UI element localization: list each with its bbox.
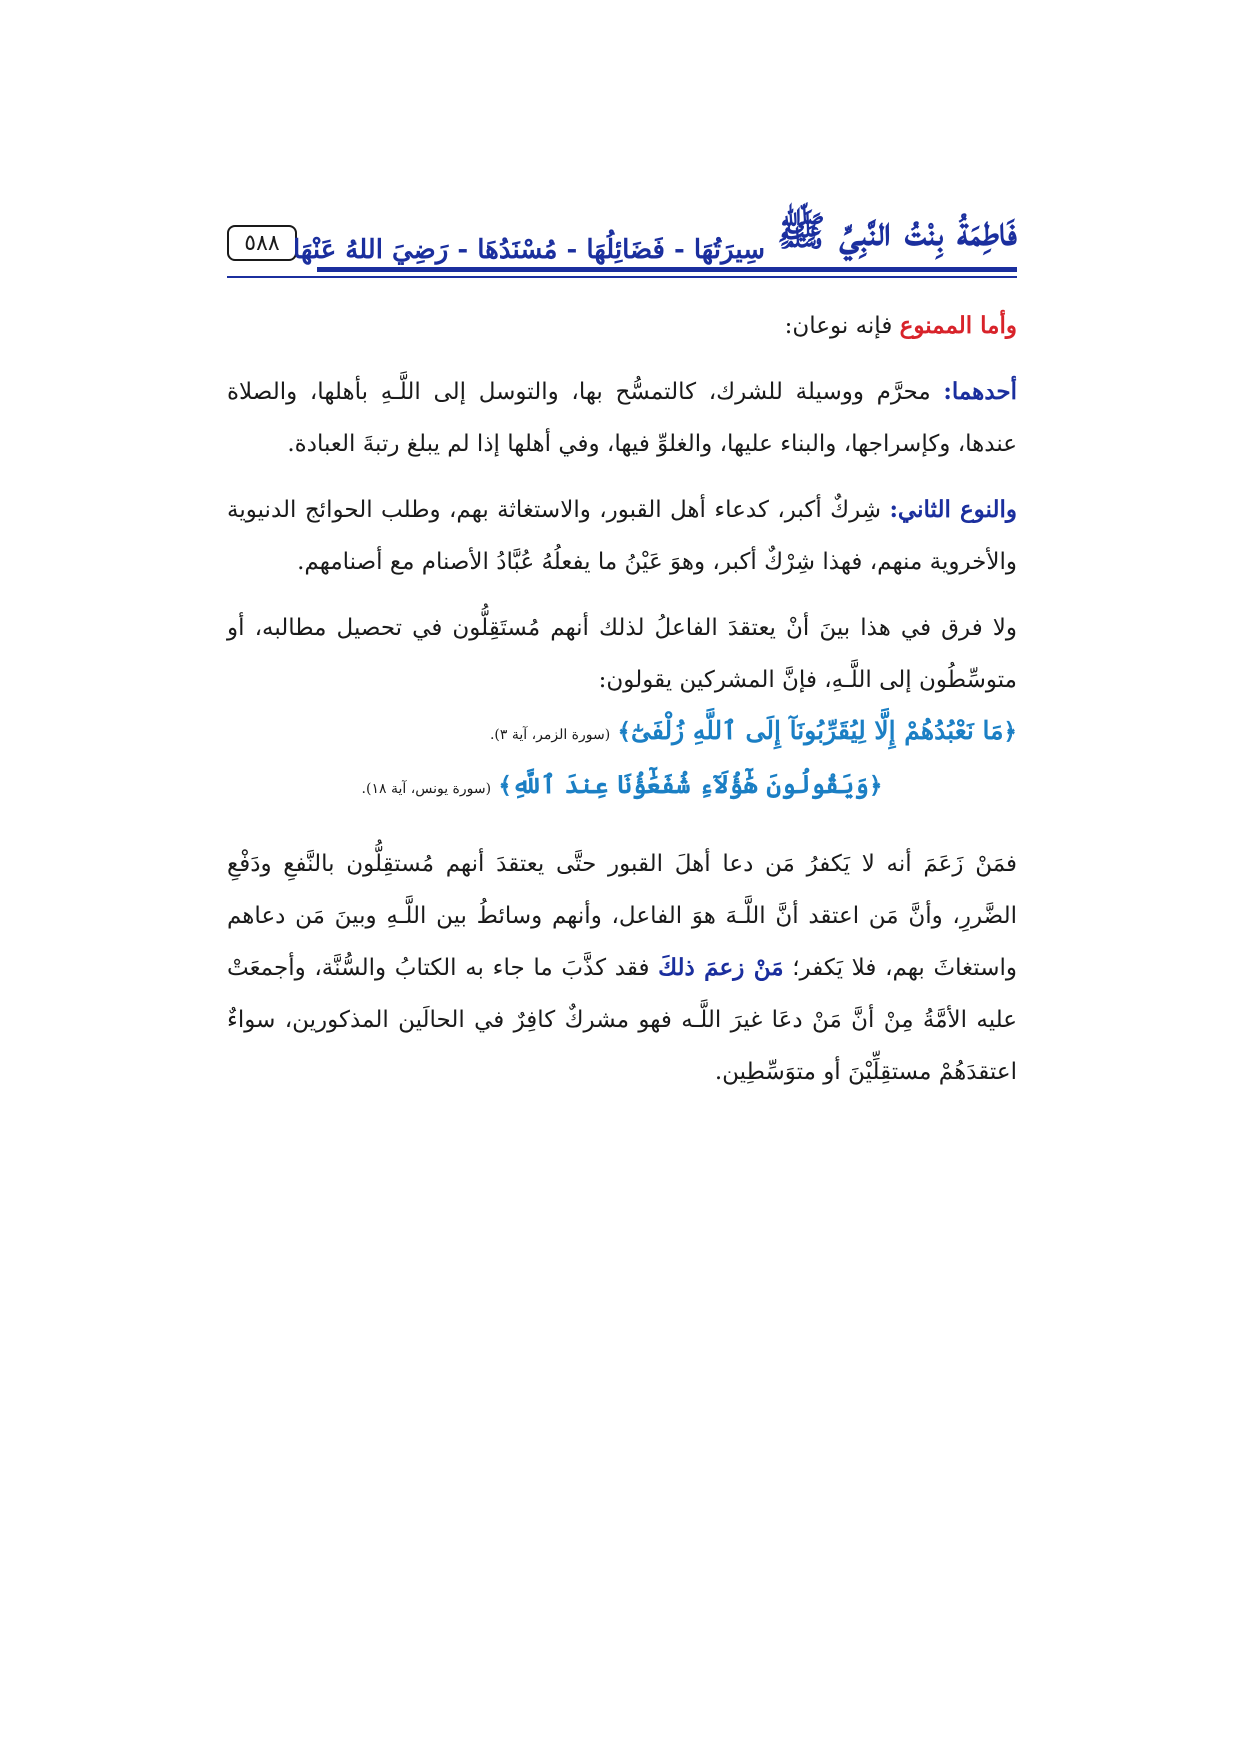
header-title [293, 205, 1017, 265]
verse-reference: (سورة الزمر، آية ٣). [489, 727, 611, 743]
verse-close-bracket: ﴾ [498, 772, 512, 799]
paragraph-conclusion [227, 838, 1017, 1098]
quran-verse-yunus [227, 760, 1017, 814]
paragraph-lead: أحدهما: [943, 378, 1017, 405]
paragraph-text: فقد كذَّبَ ما جاء به الكتابُ والسُّنَّة، وأجمعَتْ عليه الأمَّةُ مِنْ أنَّ مَنْ دعَا غيرَ اللَّـه فهو مشركٌ كافِرٌ في الحالَين المذكورين، سواءٌ اعتقدَهُمْ مستقِلِّيْنَ أو متوَسِّطِين. [227, 955, 1017, 1085]
paragraph-text: شِركٌ أكبر، كدعاء أهل القبور، والاستغاثة بهم، وطلب الحوائج الدنيوية والأخروية منهم، فهذا شِرْكٌ أكبر، وهوَ عَيْنُ ما يفعلُهُ عُبَّادُ الأصنام مع أصنامهم. [227, 497, 1017, 575]
paragraph-no-difference [227, 602, 1017, 706]
page-header [227, 205, 1017, 270]
verse-text: مَا نَعْبُدُهُمْ إِلَّا لِيُقَرِّبُونَآ إِلَى ٱللَّهِ زُلْفَىٰٓ [631, 716, 1004, 745]
paragraph-lead: والنوع الثاني: [889, 496, 1017, 523]
paragraph-text: محرَّم ووسيلة للشرك، كالتمسُّح بها، والتوسل إلى اللَّـهِ بأهلها، والصلاة عندها، وكإسراجها، والبناء عليها، والغلوِّ فيها، وفي أهلها إذا لم يبلغ رتبةَ العبادة. [227, 379, 1017, 457]
verse-open-bracket: ﴿ [1003, 718, 1017, 745]
verse-reference: (سورة يونس، آية ١٨). [361, 781, 492, 797]
verse-open-bracket: ﴿ [868, 772, 883, 799]
spacer [227, 814, 1017, 838]
paragraph-second-type [227, 484, 1017, 588]
paragraph-highlight: مَنْ زعمَ ذلكَ [658, 954, 784, 981]
quran-verse-zumar [227, 706, 1017, 760]
paragraph-lead: وأما الممنوع [899, 312, 1017, 339]
verse-close-bracket: ﴾ [617, 718, 631, 745]
paragraph-text: ولا فرق في هذا بينَ أنْ يعتقدَ الفاعلُ لذلك أنهم مُستَقِلُّون في تحصيل مطالبه، أو متوسِّطُون إلى اللَّـهِ، فإنَّ المشركين يقولون: [227, 615, 1017, 693]
book-subtitle: سِيرَتُهَا - فَضَائِلُهَا - مُسْنَدُهَا - رَضِيَ اللهُ عَنْهَا [292, 235, 765, 265]
header-rule-thin [227, 276, 1017, 278]
verse-text: وَيَقُولُونَ هَٰٓؤُلَآءِ شُفَعَٰٓؤُنَا عِندَ ٱللَّهِ [511, 770, 869, 799]
paragraph-forbidden-intro [227, 300, 1017, 352]
paragraph-first-type [227, 366, 1017, 470]
book-title: فَاطِمَةُ بِنْتُ النَّبِيِّ ﷺ [777, 208, 1017, 255]
paragraph-text: فإنه نوعان: [784, 313, 900, 339]
paragraph-text: فمَنْ زَعَمَ أنه لا يَكفرُ مَن دعا أهلَ القبور حتَّى يعتقدَ أنهم مُستقِلُّون بالنَّفعِ ودَفْعِ الضَّررِ، وأنَّ مَن اعتقد أنَّ اللَّـهَ هوَ الفاعل، وأنهم وسائطُ بين اللَّـهِ وبينَ مَن دعاهم واستغاثَ بهم، فلا يَكفر؛ [227, 851, 1017, 981]
page-number: ٥٨٨ [227, 225, 297, 261]
header-rule-thick [317, 267, 1017, 272]
page-body [227, 300, 1017, 1112]
